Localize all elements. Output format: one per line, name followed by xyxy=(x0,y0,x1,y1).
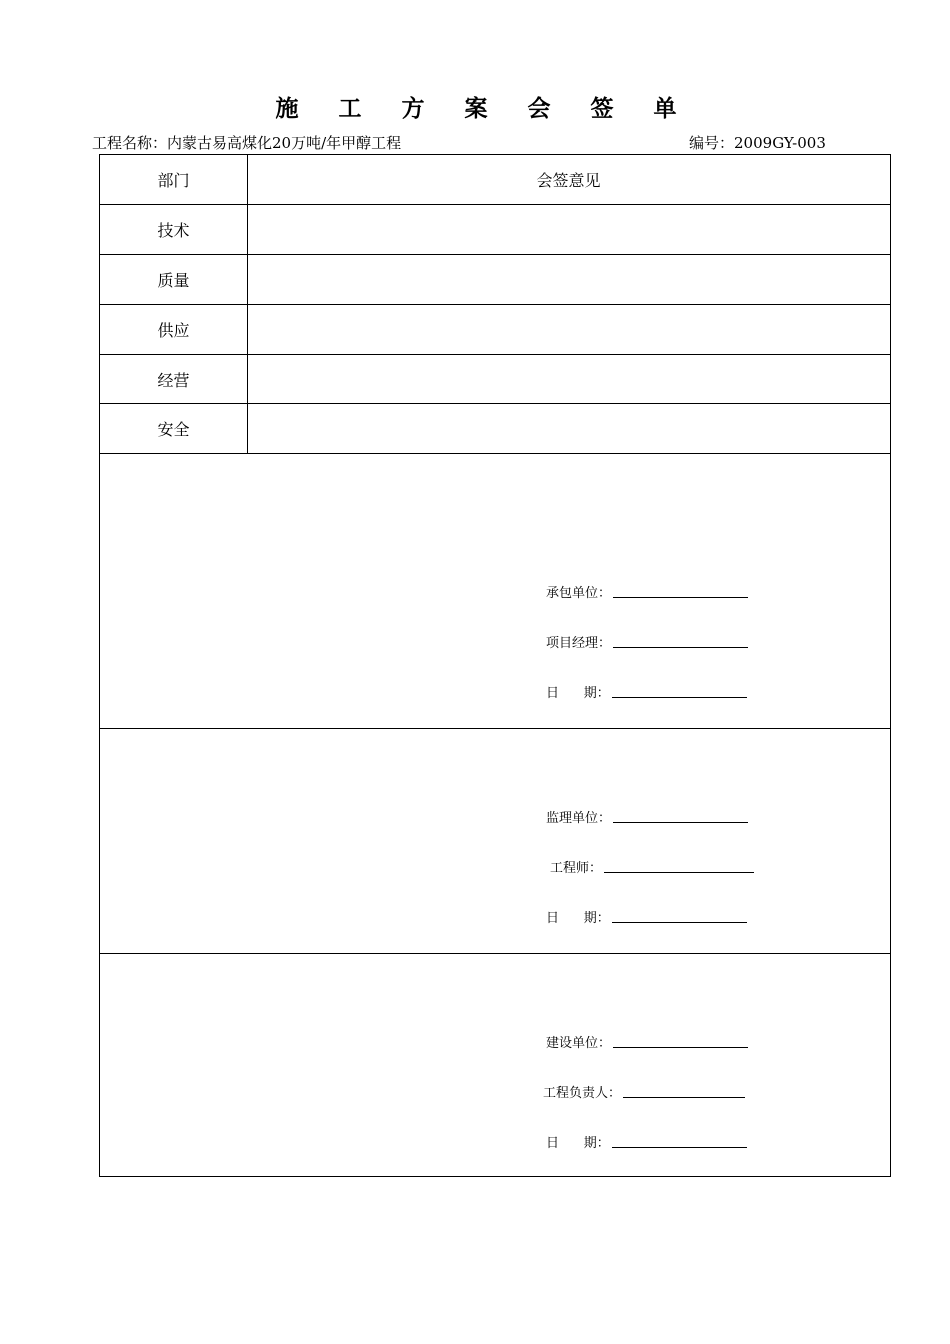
signature-line xyxy=(604,871,754,873)
owner-unit-label: 建设单位： xyxy=(546,1036,612,1051)
opinion-cell[interactable] xyxy=(247,205,890,254)
document-number-line xyxy=(689,132,826,153)
table-header-row xyxy=(100,155,890,205)
contractor-date-label: 日 期： xyxy=(546,686,610,701)
department-cell: 经营 xyxy=(100,355,248,403)
project-manager-label: 项目经理： xyxy=(546,636,612,651)
signature-line xyxy=(613,1046,748,1048)
contractor-date-field[interactable] xyxy=(546,682,747,701)
signature-line xyxy=(623,1096,745,1098)
contractor-unit-field[interactable] xyxy=(546,582,748,601)
contractor-section xyxy=(100,454,890,729)
signature-line xyxy=(612,696,747,698)
engineer-label: 工程师： xyxy=(550,861,603,876)
department-cell: 技术 xyxy=(100,205,248,254)
project-name-line xyxy=(92,132,401,153)
department-column-header: 部门 xyxy=(100,155,248,204)
signoff-table xyxy=(99,154,891,1177)
table-row xyxy=(100,205,890,255)
form-title: 施 工 方 案 会 签 单 xyxy=(275,96,693,122)
document-number: 2009GY-003 xyxy=(734,134,826,152)
supervisor-unit-label: 监理单位： xyxy=(546,811,612,826)
department-cell: 质量 xyxy=(100,255,248,304)
project-label: 工程名称： xyxy=(92,134,168,152)
signature-line xyxy=(613,821,748,823)
supervisor-date-field[interactable] xyxy=(546,907,747,926)
supervisor-date-label: 日 期： xyxy=(546,911,610,926)
table-row xyxy=(100,404,890,454)
signature-line xyxy=(612,921,747,923)
opinion-cell[interactable] xyxy=(247,255,890,304)
contractor-unit-label: 承包单位： xyxy=(546,586,612,601)
opinion-cell[interactable] xyxy=(247,404,890,453)
opinion-cell[interactable] xyxy=(247,305,890,354)
owner-unit-field[interactable] xyxy=(546,1032,748,1051)
engineer-field[interactable] xyxy=(550,857,754,876)
project-name: 内蒙古易高煤化20万吨/年甲醇工程 xyxy=(167,134,402,152)
owner-section xyxy=(100,954,890,1176)
department-cell: 安全 xyxy=(100,404,248,453)
opinion-column-header: 会签意见 xyxy=(536,171,601,190)
table-row xyxy=(100,255,890,305)
department-cell: 供应 xyxy=(100,305,248,354)
supervisor-section xyxy=(100,729,890,954)
project-manager-field[interactable] xyxy=(546,632,748,651)
table-row xyxy=(100,355,890,404)
owner-date-field[interactable] xyxy=(546,1132,747,1151)
owner-date-label: 日 期： xyxy=(546,1136,610,1151)
signature-line xyxy=(613,596,748,598)
table-row xyxy=(100,305,890,355)
project-lead-field[interactable] xyxy=(543,1082,745,1101)
supervisor-unit-field[interactable] xyxy=(546,807,748,826)
project-lead-label: 工程负责人： xyxy=(543,1086,622,1101)
signature-line xyxy=(613,646,748,648)
signature-line xyxy=(612,1146,747,1148)
opinion-cell[interactable] xyxy=(247,355,890,403)
number-label: 编号： xyxy=(689,134,735,152)
